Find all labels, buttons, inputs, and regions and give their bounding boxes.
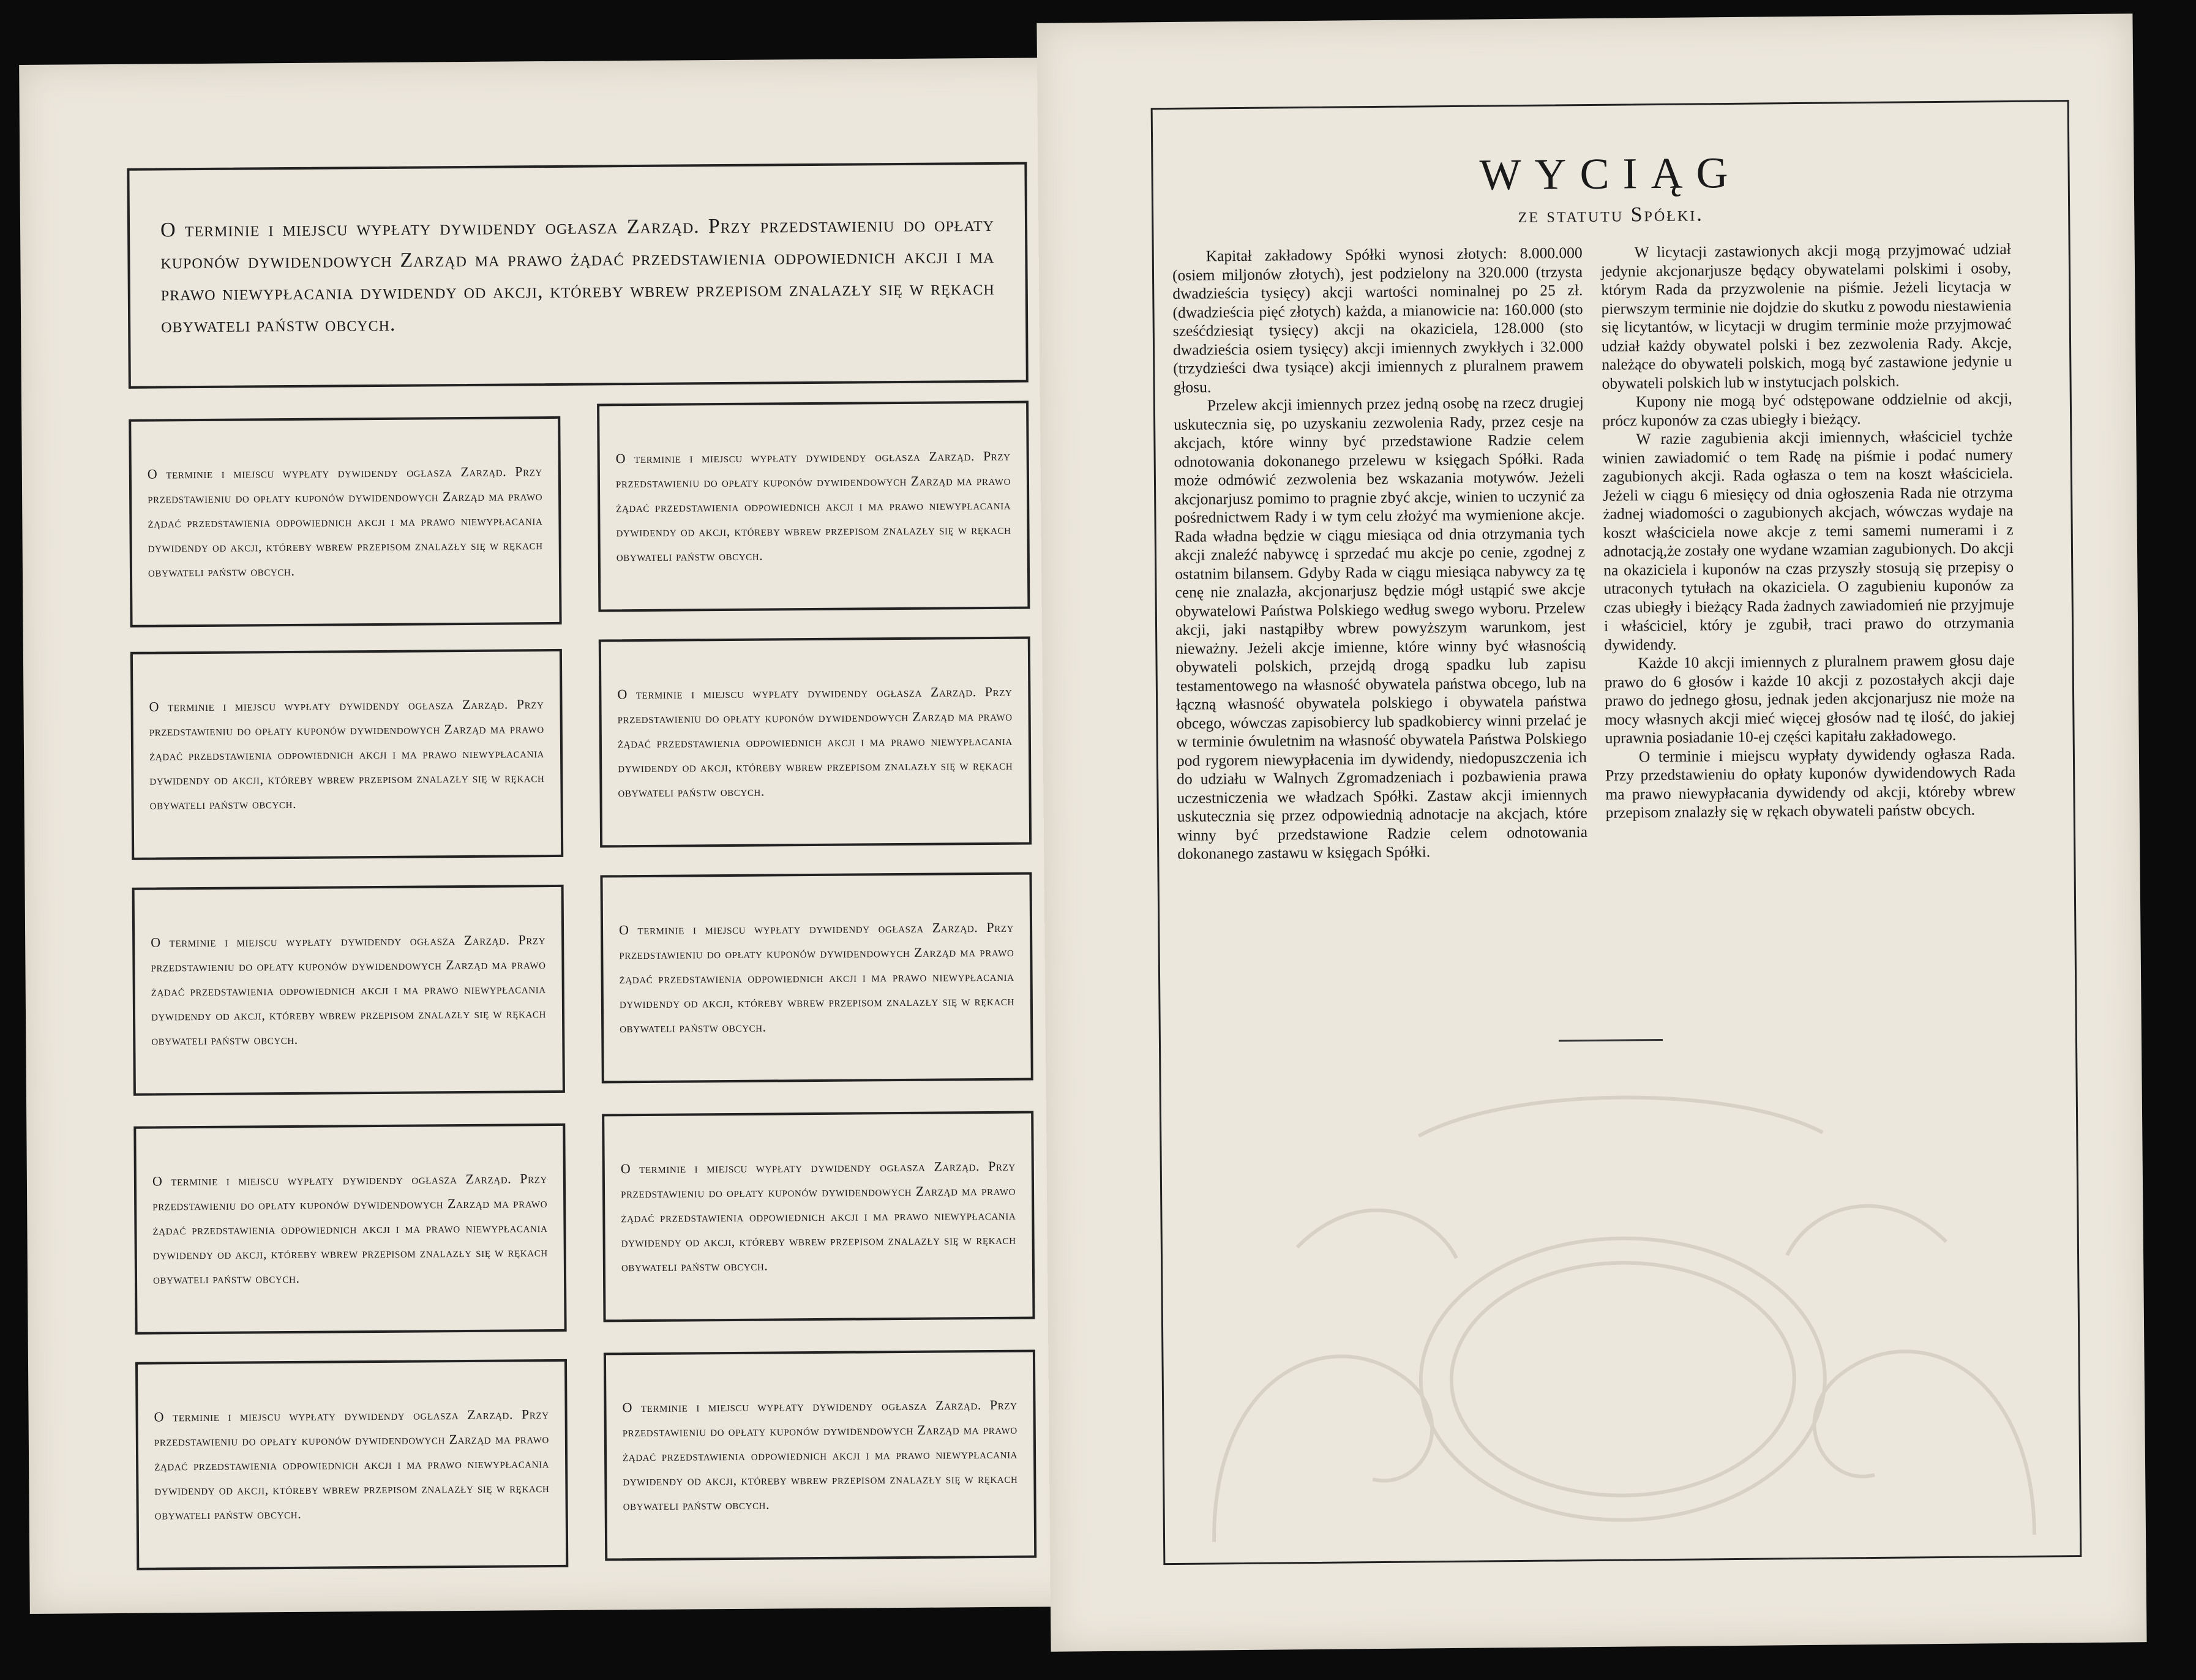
coupon-7	[133, 1123, 566, 1335]
coupon-1	[129, 416, 561, 628]
coupon-text: O terminie i miejscu wypłaty dywidendy ogłasza Zarząd. Przy przedstawieniu do opłaty kuponów dywidendowych Zarząd ma prawo żądać przedstawienia odpowiednich akcji i ma prawo niewypłacania dywidendy od akcji, któreby wbrew przepisom znalazły się w rękach obywateli państw obcych.	[618, 919, 1014, 1036]
coupon-3	[130, 649, 563, 860]
end-rule	[1559, 1039, 1663, 1041]
coupon-text: O terminie i miejscu wypłaty dywidendy ogłasza Zarząd. Przy przedstawieniu do opłaty kuponów dywidendowych Zarząd ma prawo żądać przedstawienia odpowiednich akcji i ma prawo niewypłacania dywidendy od akcji, któreby wbrew przepisom znalazły się w rękach obywateli państw obcych.	[154, 1406, 550, 1523]
coupon-2	[597, 401, 1030, 612]
coupon-10	[604, 1350, 1036, 1561]
right-page	[1036, 13, 2146, 1652]
statute-left-column	[1172, 244, 1588, 863]
coupon-9	[135, 1359, 568, 1570]
coupon-text: O terminie i miejscu wypłaty dywidendy ogłasza Zarząd. Przy przedstawieniu do opłaty kuponów dywidendowych Zarząd ma prawo żądać przedstawienia odpowiednich akcji i ma prawo niewypłacania dywidendy od akcji, któreby wbrew przepisom znalazły się w rękach obywateli państw obcych.	[617, 683, 1013, 800]
coupon-text: O terminie i miejscu wypłaty dywidendy ogłasza Zarząd. Przy przedstawieniu do opłaty kuponów dywidendowych Zarząd ma prawo żądać przedstawienia odpowiednich akcji i ma prawo niewypłacania dywidendy od akcji, któreby wbrew przepisom znalazły się w rękach obywateli państw obcych.	[149, 696, 545, 812]
statute-paragraph: W razie zagubienia akcji imiennych, właściciel tychże winien zawiadomić o tem Radę na piśmie i podać numery zagubionych akcji. Rada ogłasza o tem na koszt właściciela. Jeżeli w ciągu 6 miesięcy od dnia ogłoszenia Rada nie otrzyma żadnej wiadomości o zagubionych akcjach, wówczas wydaje na koszt właściciela nowe akcje z temi samemi numerami i z adnotacją,że zostały one wydane wzamian zagubionych. Do akcji na okaziciela i kuponów na czas przyszły stosują się przepisy o utraconych tytułach na okaziciela. O zagubieniu kuponów za czas ubiegły i bieżący Rada żadnych zawiadomień nie przyjmuje i właściciel, który je zgubił, traci prawo do otrzymania dywidendy.	[1602, 426, 2015, 654]
statute-paragraph: O terminie i miejscu wypłaty dywidendy ogłasza Rada. Przy przedstawieniu do opłaty kuponów dywidendowych Rada ma prawo niewypłacania dywidendy od akcji, któreby wbrew przepisom znalazły się w rękach obywateli państw obcych.	[1605, 744, 2016, 822]
statute-right-column	[1601, 240, 2016, 822]
statute-paragraph: Kapitał zakładowy Spółki wynosi złotych: 8.000.000 (osiem miljonów złotych), jest podzielony na 320.000 (trzysta dwadzieścia tysięcy) akcji wartości nominalnej po 25 zł. (dwadzieścia pięć złotych) każda, a mianowicie na: 160.000 (sto sześćdziesiąt tysięcy) akcji na okaziciela, 128.000 (sto dwadzieścia osiem tysięcy) akcji imiennych zwykłych i 32.000 (trzydzieści dwa tysiące) akcji imiennych z pluralnem prawem głosu.	[1172, 244, 1584, 396]
coupon-text: O terminie i miejscu wypłaty dywidendy ogłasza Zarząd. Przy przedstawieniu do opłaty kuponów dywidendowych Zarząd ma prawo żądać przedstawienia odpowiednich akcji i ma prawo niewypłacania dywidendy od akcji, któreby wbrew przepisom znalazły się w rękach obywateli państw obcych.	[615, 448, 1011, 564]
statute-paragraph: W licytacji zastawionych akcji mogą przyjmować udział jedynie akcjonarjusze będący obywatelami polskimi i osoby, którym Rada da przyzwolenie na piśmie. Jeżeli licytacja w pierwszym terminie nie dojdzie do skutku z powodu niestawienia się licytantów, w licytacji w drugim terminie może przyjmować udział każdy obywatel polski i bez zezwolenia Rady. Akcje, należące do obywateli polskich, mogą być zastawione jedynie u obywateli polskich lub w instytucjach polskich.	[1600, 239, 2012, 392]
statute-paragraph: Przelew akcji imiennych przez jedną osobę na rzecz drugiej uskutecznia się, po uzyskaniu zezwolenia Rady, przez cesje na akcjach, które winny być przedstawione Radzie celem odnotowania dokonanego przelewu w księgach Spółki. Rada może odmówić zezwolenia bez wskazania motywów. Jeżeli akcjonarjusz pomimo to pragnie zbyć akcje, winien to uczynić za pośrednictwem Rady i w tym celu złożyć ma wymienione akcje. Rada władna będzie w ciągu miesiąca od dnia otrzymania tych akcji znaleźć nabywcę i sprzedać mu akcje po cenie, zgodnej z ostatnim bilansem. Gdyby Rada w ciągu miesiąca nabywcy za tę cenę nie znalazła, akcjonarjusz będzie mógł ustąpić swe akcje obywatelowi Państwa Polskiego według swego wyboru. Przelew akcji, jaki nastąpiłby wbrew powyższym warunkom, jest nieważny. Jeżeli akcje imienne, które winny być własnością obywateli polskich, przejdą drogą spadku lub zapisu testamentowego na własność obywatela państwa obcego, lub na łączną własność obywatela polskiego i obywatela państwa obcego, wówczas zapisobiercy lub spadkobiercy winni przelać je w terminie ówuletnim na własność obywatela Państwa Polskiego pod rygorem niewypłacenia im dywidendy, niedopuszczenia ich do udziału w Walnych Zgromadzeniach i pozbawienia prawa uczestniczenia we władzach Spółki. Zastaw akcji imiennych uskutecznia się przez odpowiednią adnotacje na akcjach, które winny być przedstawione Radzie celem odnotowania dokonanego zastawu w księgach Spółki.	[1174, 393, 1588, 863]
coupon-text: O terminie i miejscu wypłaty dywidendy ogłasza Zarząd. Przy przedstawieniu do opłaty kuponów dywidendowych Zarząd ma prawo żądać przedstawienia odpowiednich akcji i ma prawo niewypłacania dywidendy od akcji, któreby wbrew przepisom znalazły się w rękach obywateli państw obcych.	[147, 463, 543, 580]
coupon-4	[599, 637, 1032, 848]
statute-title: WYCIĄG	[1479, 148, 1742, 200]
statute-subtitle: ze statutu Spółki.	[1518, 203, 1704, 228]
coupon-8	[602, 1111, 1035, 1322]
coupon-text: O terminie i miejscu wypłaty dywidendy ogłasza Zarząd. Przy przedstawieniu do opłaty kuponów dywidendowych Zarząd ma prawo żądać przedstawienia odpowiednich akcji i ma prawo niewypłacania dywidendy od akcji, któreby wbrew przepisom znalazły się w rękach obywateli państw obcych.	[151, 932, 547, 1048]
coupon-text: O terminie i miejscu wypłaty dywidendy ogłasza Zarząd. Przy przedstawieniu do opłaty kuponów dywidendowych Zarząd ma prawo żądać przedstawienia odpowiednich akcji i ma prawo niewypłacania dywidendy od akcji, któreby wbrew przepisom znalazły się w rękach obywateli państw obcych.	[152, 1171, 548, 1287]
statute-paragraph: Każde 10 akcji imiennych z pluralnem prawem głosu daje prawo do 6 głosów i każde 10 akcji z pozostałych akcji daje prawo do jednego głosu, jednak jeden akcjonarjusz nie może na mocy własnych akcji mieć więcej głosów nad tę ilość, do jakiej uprawnia posiadanie 10-ej części kapitału zakładowego.	[1604, 650, 2015, 747]
statute-paragraph: Kupony nie mogą być odstępowane oddzielnie od akcji, prócz kuponów za czas ubiegły i bieżący.	[1602, 389, 2012, 430]
coupon-text: O terminie i miejscu wypłaty dywidendy ogłasza Zarząd. Przy przedstawieniu do opłaty kuponów dywidendowych Zarząd ma prawo żądać przedstawienia odpowiednich akcji i ma prawo niewypłacania dywidendy od akcji, któreby wbrew przepisom znalazły się w rękach obywateli państw obcych.	[620, 1158, 1016, 1275]
left-page	[19, 58, 1086, 1614]
coupon-text: O terminie i miejscu wypłaty dywidendy ogłasza Zarząd. Przy przedstawieniu do opłaty kuponów dywidendowych Zarząd ma prawo żądać przedstawienia odpowiednich akcji i ma prawo niewypłacania dywidendy od akcji, któreby wbrew przepisom znalazły się w rękach obywateli państw obcych.	[622, 1397, 1018, 1513]
coupon-5	[132, 885, 565, 1096]
top-coupon-text: O terminie i miejscu wypłaty dywidendy ogłasza Zarząd. Przy przedstawieniu do opłaty kuponów dywidendowych Zarząd ma prawo żądać przedstawienia odpowiednich akcji i ma prawo niewypłacania dywidendy od akcji, któreby wbrew przepisom znalazły się w rękach obywateli państw obcych.	[160, 212, 995, 337]
statute-frame	[1151, 100, 2082, 1565]
watermark-ornament	[1173, 1057, 2071, 1554]
top-coupon-box	[127, 162, 1028, 389]
coupon-6	[600, 872, 1033, 1084]
